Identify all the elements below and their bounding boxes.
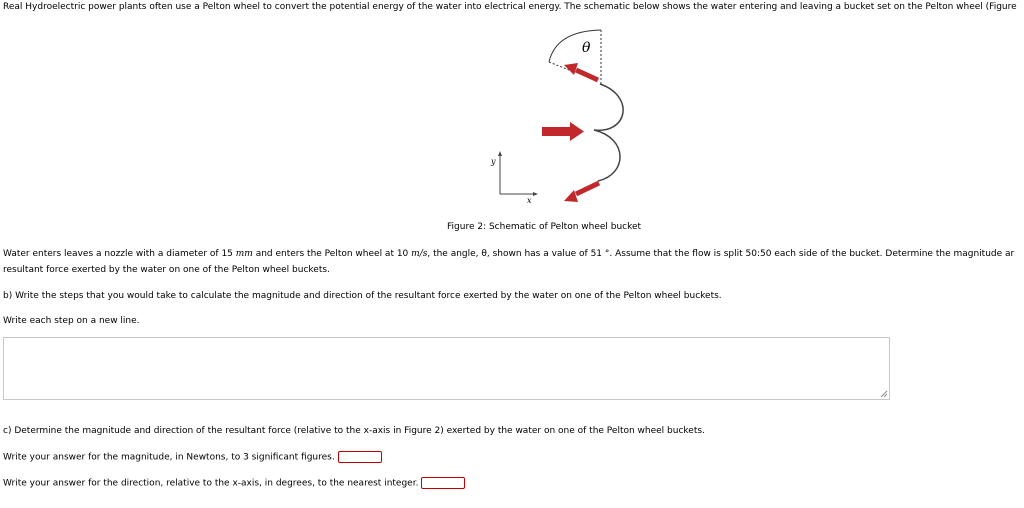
problem-text-b: and enters the Pelton wheel at 10 [252, 249, 412, 259]
problem-line-1 [3, 249, 1014, 260]
intro-text: Real Hydroelectric power plants often use a Pelton wheel to convert the potential energy of the water into electrical energy. The schematic below shows the water entering and leaving a bucket set on the Pelton wheel (Figure [3, 2, 1017, 12]
figure-caption: Figure 2: Schematic of Pelton wheel bucket [447, 222, 642, 232]
problem-text-a: Water enters leaves a nozzle with a diameter of 15 [3, 249, 236, 259]
magnitude-prompt: Write your answer for the magnitude, in Newtons, to 3 significant figures. [3, 452, 335, 463]
diameter-unit: mm [235, 249, 253, 259]
inflow-arrow [542, 122, 584, 141]
pelton-bucket-schematic [470, 26, 640, 222]
magnitude-row [3, 451, 382, 464]
magnitude-input[interactable] [338, 451, 382, 463]
outflow-upper-arrow [564, 63, 598, 80]
problem-text-c: , the angle, θ, shown has a value of 51 °. Assume that the flow is split 50:50 each side of the bucket. Determine the magnitude ar [427, 249, 1015, 259]
bucket-lower-curve [594, 130, 620, 181]
part-c-question: c) Determine the magnitude and direction of the resultant force (relative to the x-axis in Figure 2) exerted by the water on one of the Pelton wheel buckets. [3, 426, 705, 436]
direction-prompt: Write your answer for the direction, relative to the x-axis, in degrees, to the nearest integer. [3, 478, 419, 489]
x-axis-label: x [527, 196, 532, 205]
resize-handle-icon[interactable] [880, 390, 888, 398]
coordinate-axes [490, 151, 538, 205]
steps-answer-textarea[interactable] [3, 337, 890, 400]
part-b-instruction: Write each step on a new line. [3, 316, 140, 326]
bucket-upper-curve [594, 84, 623, 130]
part-b-question: b) Write the steps that you would take to calculate the magnitude and direction of the resultant force exerted by the water on one of the Pelton wheel buckets. [3, 291, 722, 301]
theta-label: θ [582, 40, 591, 56]
outflow-lower-arrow [564, 183, 599, 202]
speed-unit: m/s [411, 249, 428, 259]
problem-line-2: resultant force exerted by the water on one of the Pelton wheel buckets. [3, 265, 330, 275]
theta-sector-arc [549, 30, 601, 62]
direction-row [3, 477, 465, 490]
y-axis-label: y [491, 157, 496, 166]
direction-input[interactable] [421, 477, 465, 489]
